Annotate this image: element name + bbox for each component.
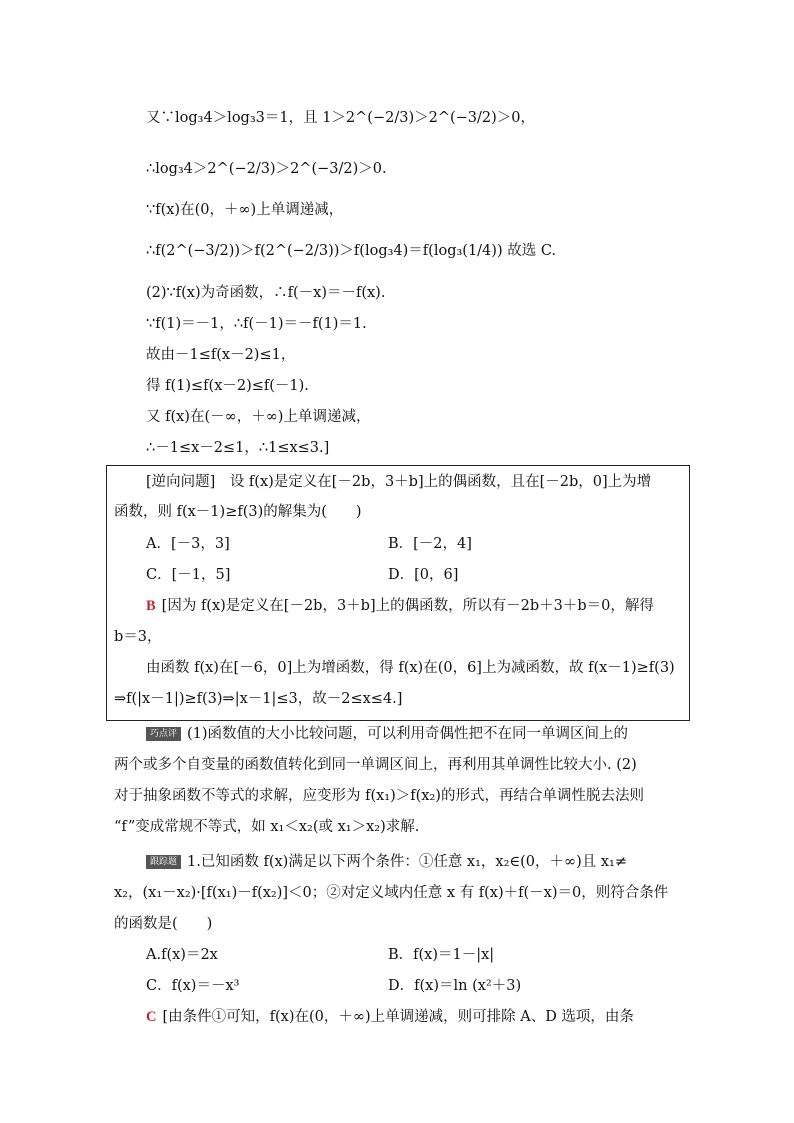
reverse-question-line-2: 函数，则 f(x－1)≥f(3)的解集为( )	[114, 504, 362, 520]
comment-line-3: 对于抽象函数不等式的求解，应变形为 f(x₁)＞f(x₂)的形式，再结合单调性脱去法则	[114, 788, 644, 804]
solution-line-4: ∴f(2^(−3/2))＞f(2^(−2/3))＞f(log₃4)＝f(log₃(1/4)) 故选 C.	[146, 243, 556, 259]
solution-line-1: 又∵log₃4＞log₃3＝1，且 1＞2^(−2/3)＞2^(−3/2)＞0，	[146, 110, 536, 126]
comment-line-4: “f”变成常规不等式，如 x₁＜x₂(或 x₁＞x₂)求解.	[114, 819, 420, 835]
reverse-option-c: C．[－1，5]	[146, 567, 231, 583]
solution-line-3: ∵f(x)在(0，＋∞)上单调递减，	[146, 202, 344, 218]
practice-line-3: 的函数是( )	[114, 916, 213, 932]
practice-line-1	[146, 852, 627, 872]
practice-option-a: A.f(x)＝2x	[146, 947, 218, 963]
reverse-option-b: B．[－2，4]	[388, 536, 472, 552]
reverse-explanation-line-2: b＝3，	[114, 629, 162, 645]
reverse-question-line-1: [逆向问题] 设 f(x)是定义在[－2b，3＋b]上的偶函数，且在[－2b，0]上为增	[146, 474, 652, 490]
practice-solution-text-1: [由条件①可知，f(x)在(0，＋∞)上单调递减，则可排除 A、D 选项，由条	[162, 1009, 634, 1025]
solution-line-2: ∴log₃4＞2^(−2/3)＞2^(−3/2)＞0.	[146, 161, 387, 177]
comment-line-1	[146, 724, 628, 744]
reverse-explanation-text-1: [因为 f(x)是定义在[－2b，3＋b]上的偶函数，所以有－2b＋3＋b＝0，解得	[161, 598, 654, 614]
practice-line-2: x₂，(x₁－x₂)·[f(x₁)－f(x₂)]＜0；②对定义域内任意 x 有 f(x)＋f(－x)＝0，则符合条件	[114, 885, 669, 901]
reverse-answer: B	[146, 598, 156, 614]
comment-text-1: (1)函数值的大小比较问题，可以利用奇偶性把不在同一单调区间上的	[187, 726, 629, 742]
reverse-option-a: A．[－3，3]	[146, 536, 230, 552]
reverse-explanation-line-3: 由函数 f(x)在[－6，0]上为增函数，得 f(x)在(0，6]上为减函数，故 f(x－1)≥f(3)	[146, 660, 675, 676]
practice-option-b: B．f(x)＝1－|x|	[388, 947, 495, 963]
practice-answer: C	[146, 1009, 157, 1025]
practice-badge: 跟踪题	[146, 855, 181, 869]
comment-line-2: 两个或多个自变量的函数值转化到同一单调区间上，再利用其单调性比较大小. (2)	[114, 757, 637, 773]
practice-solution-line-1	[146, 1007, 634, 1027]
reverse-explanation-line-1	[146, 596, 654, 616]
reverse-option-d: D．[0，6]	[388, 567, 459, 583]
comment-badge: 巧点评	[146, 727, 181, 741]
solution-line-9: 又 f(x)在(－∞，＋∞)上单调递减，	[146, 409, 371, 425]
reverse-explanation-line-4: ⇒f(|x－1|)≥f(3)⇒|x－1|≤3，故－2≤x≤4.]	[114, 691, 403, 707]
solution-line-10: ∴－1≤x－2≤1，∴1≤x≤3.]	[146, 440, 330, 456]
practice-text-1: 1.已知函数 f(x)满足以下两个条件：①任意 x₁，x₂∈(0，＋∞)且 x₁≠	[187, 854, 628, 870]
practice-option-c: C．f(x)＝－x³	[146, 978, 240, 994]
solution-line-5: (2)∵f(x)为奇函数，∴f(－x)＝－f(x).	[146, 285, 386, 301]
solution-line-8: 得 f(1)≤f(x－2)≤f(－1).	[146, 378, 309, 394]
practice-option-d: D．f(x)＝ln (x²＋3)	[388, 978, 522, 994]
solution-line-6: ∵f(1)＝－1，∴f(－1)＝－f(1)＝1.	[146, 316, 367, 332]
solution-line-7: 故由－1≤f(x－2)≤1，	[146, 347, 296, 363]
